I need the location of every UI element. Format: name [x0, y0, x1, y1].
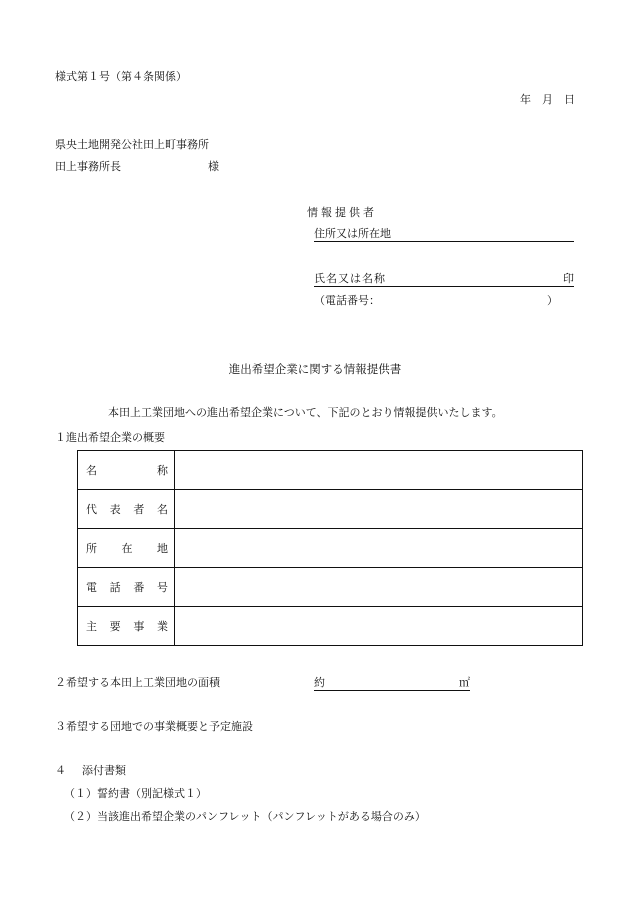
row-label: 所在地 — [78, 529, 175, 568]
table-row — [78, 607, 583, 646]
section2-heading: ２希望する本田上工業団地の面積 — [55, 676, 220, 689]
row-value-field[interactable] — [175, 607, 583, 646]
provider-phone-field[interactable] — [314, 294, 558, 308]
section4-heading — [55, 764, 126, 778]
row-label: 電話番号 — [78, 568, 175, 607]
provider-heading: 情報提供者 — [307, 206, 377, 219]
row-label: 名称 — [78, 451, 175, 490]
addressee-office: 県央土地開発公社田上町事務所 — [55, 138, 209, 151]
section3-heading: ３希望する団地での事業概要と予定施設 — [55, 720, 253, 733]
row-value-field[interactable] — [175, 490, 583, 529]
company-overview-table — [77, 450, 583, 646]
addressee-chief — [55, 160, 219, 174]
table-row — [78, 568, 583, 607]
row-label: 主要事業 — [78, 607, 175, 646]
table-row — [78, 490, 583, 529]
section4-number: ４ — [55, 764, 66, 777]
provider-address-field[interactable] — [314, 227, 574, 242]
provider-address-label: 住所又は所在地 — [314, 227, 391, 240]
table-row — [78, 451, 583, 490]
area-approx-label: 約 — [314, 676, 325, 689]
addressee-honorific: 様 — [208, 160, 219, 173]
addressee-chief-label: 田上事務所長 — [55, 160, 121, 173]
attachment-item: （２）当該進出希望企業のパンフレット（パンフレットがある場合のみ） — [64, 810, 426, 823]
row-value-field[interactable] — [175, 568, 583, 607]
section1-heading: １進出希望企業の概要 — [55, 431, 165, 444]
row-value-field[interactable] — [175, 529, 583, 568]
area-unit: ㎡ — [459, 676, 470, 689]
row-value-field[interactable] — [175, 451, 583, 490]
table-row — [78, 529, 583, 568]
row-label: 代表者名 — [78, 490, 175, 529]
date-line: 年 月 日 — [520, 93, 575, 106]
desired-area-field[interactable] — [314, 676, 470, 691]
provider-name-label: 氏名又は名称 — [314, 272, 386, 285]
attachment-item: （１）誓約書（別記様式１） — [64, 787, 207, 800]
seal-mark: 印 — [563, 272, 574, 285]
provider-phone-label: （電話番号： — [314, 294, 380, 307]
section4-title: 添付書類 — [82, 764, 126, 777]
form-number: 様式第１号（第４条関係） — [55, 70, 187, 83]
provider-name-field[interactable] — [314, 272, 574, 287]
document-intro: 本田上工業団地への進出希望企業について、下記のとおり情報提供いたします。 — [108, 406, 503, 419]
document-title: 進出希望企業に関する情報提供書 — [228, 362, 402, 376]
provider-phone-close: ） — [547, 294, 558, 307]
